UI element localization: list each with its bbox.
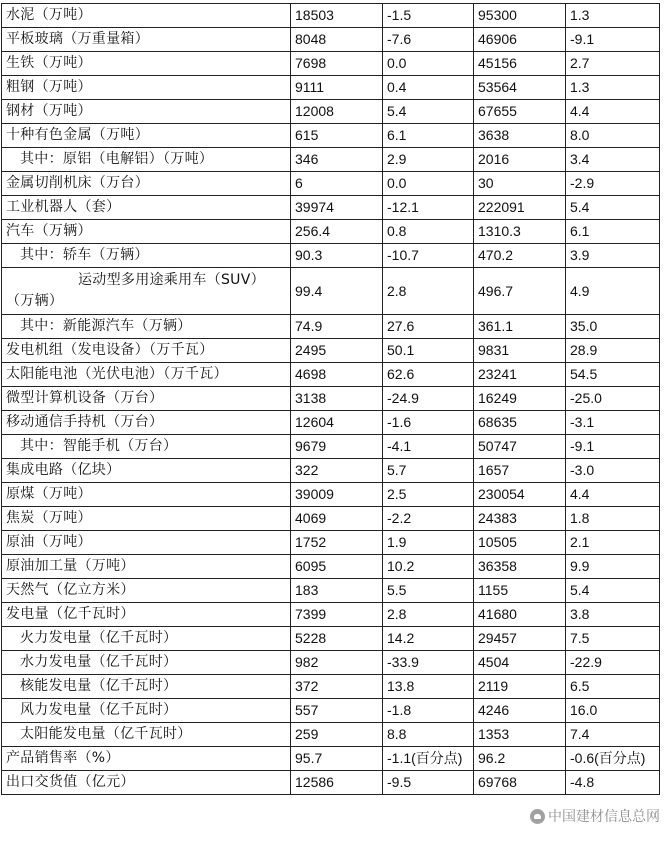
monthly-output-cell: 9679: [291, 435, 383, 459]
product-name-cell: 太阳能发电量（亿千瓦时）: [2, 723, 291, 747]
cumulative-growth-cell: 1.3: [566, 4, 660, 28]
table-row: [2, 483, 660, 507]
table-row: [2, 651, 660, 675]
cumulative-output-cell: 1310.3: [474, 220, 566, 244]
monthly-growth-cell: 2.5: [383, 483, 474, 507]
cumulative-growth-cell: 9.9: [566, 555, 660, 579]
monthly-growth-cell: 1.9: [383, 531, 474, 555]
cumulative-growth-cell: 1.3: [566, 76, 660, 100]
monthly-output-cell: 615: [291, 124, 383, 148]
table-row: [2, 579, 660, 603]
cumulative-output-cell: 470.2: [474, 244, 566, 268]
watermark-text: 中国建材信息总网: [548, 809, 660, 825]
cumulative-output-cell: 69768: [474, 771, 566, 795]
cumulative-output-cell: 29457: [474, 627, 566, 651]
cumulative-output-cell: 361.1: [474, 315, 566, 339]
monthly-output-cell: 7399: [291, 603, 383, 627]
cumulative-growth-cell: -3.1: [566, 411, 660, 435]
monthly-output-cell: 5228: [291, 627, 383, 651]
table-row: [2, 148, 660, 172]
cumulative-output-cell: 53564: [474, 76, 566, 100]
monthly-output-cell: 7698: [291, 52, 383, 76]
cumulative-growth-cell: -0.6(百分点): [566, 747, 660, 771]
monthly-output-cell: 322: [291, 459, 383, 483]
monthly-output-cell: 12008: [291, 100, 383, 124]
monthly-output-cell: 9111: [291, 76, 383, 100]
product-name-cell: 太阳能电池（光伏电池）（万千瓦）: [2, 363, 291, 387]
monthly-growth-cell: 6.1: [383, 124, 474, 148]
monthly-output-cell: 3138: [291, 387, 383, 411]
table-row: [2, 507, 660, 531]
monthly-output-cell: 12586: [291, 771, 383, 795]
product-name-cell: 原油（万吨）: [2, 531, 291, 555]
product-name-cell: 十种有色金属（万吨）: [2, 124, 291, 148]
cumulative-growth-cell: 6.1: [566, 220, 660, 244]
cumulative-output-cell: 9831: [474, 339, 566, 363]
cumulative-output-cell: 24383: [474, 507, 566, 531]
table-row: [2, 172, 660, 196]
product-name-cell: 发电机组（发电设备）（万千瓦）: [2, 339, 291, 363]
cumulative-output-cell: 4246: [474, 699, 566, 723]
cumulative-output-cell: 1155: [474, 579, 566, 603]
product-name-cell: 汽车（万辆）: [2, 220, 291, 244]
table-row: [2, 124, 660, 148]
table-row: [2, 603, 660, 627]
source-watermark: [530, 806, 660, 826]
monthly-output-cell: 8048: [291, 28, 383, 52]
product-name-cell: 发电量（亿千瓦时）: [2, 603, 291, 627]
cumulative-output-cell: 36358: [474, 555, 566, 579]
cumulative-growth-cell: 16.0: [566, 699, 660, 723]
table-row: [2, 220, 660, 244]
monthly-output-cell: 6095: [291, 555, 383, 579]
cumulative-growth-cell: -3.0: [566, 459, 660, 483]
product-name-cell: 原油加工量（万吨）: [2, 555, 291, 579]
cumulative-growth-cell: 35.0: [566, 315, 660, 339]
product-name-cell: 移动通信手持机（万台）: [2, 411, 291, 435]
cumulative-output-cell: 30: [474, 172, 566, 196]
monthly-growth-cell: 50.1: [383, 339, 474, 363]
product-name-cell: 原煤（万吨）: [2, 483, 291, 507]
cumulative-growth-cell: 7.5: [566, 627, 660, 651]
table-row: [2, 52, 660, 76]
monthly-growth-cell: -7.6: [383, 28, 474, 52]
product-name-cell: 产品销售率（%）: [2, 747, 291, 771]
cumulative-output-cell: 95300: [474, 4, 566, 28]
monthly-growth-cell: -1.6: [383, 411, 474, 435]
monthly-growth-cell: -1.8: [383, 699, 474, 723]
cumulative-growth-cell: 5.4: [566, 579, 660, 603]
cumulative-growth-cell: 4.4: [566, 100, 660, 124]
cumulative-output-cell: 4504: [474, 651, 566, 675]
cumulative-output-cell: 68635: [474, 411, 566, 435]
table-row: [2, 675, 660, 699]
monthly-growth-cell: 2.8: [383, 268, 474, 315]
cumulative-output-cell: 1353: [474, 723, 566, 747]
monthly-growth-cell: -33.9: [383, 651, 474, 675]
cumulative-growth-cell: -4.8: [566, 771, 660, 795]
product-name-cell: 钢材（万吨）: [2, 100, 291, 124]
table-row: [2, 435, 660, 459]
monthly-output-cell: 74.9: [291, 315, 383, 339]
monthly-output-cell: 18503: [291, 4, 383, 28]
table-row: [2, 4, 660, 28]
cumulative-output-cell: 96.2: [474, 747, 566, 771]
cumulative-growth-cell: 2.7: [566, 52, 660, 76]
cumulative-growth-cell: -2.9: [566, 172, 660, 196]
table-row: [2, 363, 660, 387]
cumulative-growth-cell: -25.0: [566, 387, 660, 411]
monthly-growth-cell: 27.6: [383, 315, 474, 339]
table-row: [2, 339, 660, 363]
monthly-output-cell: 1752: [291, 531, 383, 555]
cumulative-growth-cell: 54.5: [566, 363, 660, 387]
product-name-cell: 其中：原铝（电解铝）（万吨）: [2, 148, 291, 172]
product-name-cell: 火力发电量（亿千瓦时）: [2, 627, 291, 651]
cumulative-output-cell: 67655: [474, 100, 566, 124]
monthly-growth-cell: -9.5: [383, 771, 474, 795]
monthly-growth-cell: 2.9: [383, 148, 474, 172]
monthly-growth-cell: 0.0: [383, 172, 474, 196]
monthly-growth-cell: -2.2: [383, 507, 474, 531]
monthly-output-cell: 259: [291, 723, 383, 747]
table-row: [2, 268, 660, 315]
product-name-cell: 工业机器人（套）: [2, 196, 291, 220]
cumulative-growth-cell: -22.9: [566, 651, 660, 675]
monthly-growth-cell: 5.7: [383, 459, 474, 483]
monthly-growth-cell: 0.8: [383, 220, 474, 244]
table-row: [2, 244, 660, 268]
product-name-cell: 生铁（万吨）: [2, 52, 291, 76]
cumulative-growth-cell: 3.4: [566, 148, 660, 172]
table-row: [2, 196, 660, 220]
cumulative-growth-cell: -9.1: [566, 28, 660, 52]
product-name-cell: 粗钢（万吨）: [2, 76, 291, 100]
monthly-growth-cell: 0.4: [383, 76, 474, 100]
table-row: [2, 531, 660, 555]
cumulative-growth-cell: 3.9: [566, 244, 660, 268]
monthly-output-cell: 6: [291, 172, 383, 196]
cumulative-output-cell: 23241: [474, 363, 566, 387]
monthly-growth-cell: 10.2: [383, 555, 474, 579]
monthly-output-cell: 4698: [291, 363, 383, 387]
monthly-output-cell: 557: [291, 699, 383, 723]
product-name-cell: 其中：新能源汽车（万辆）: [2, 315, 291, 339]
product-unit-line: （万辆）: [6, 293, 64, 309]
cumulative-output-cell: 2016: [474, 148, 566, 172]
monthly-output-cell: 256.4: [291, 220, 383, 244]
table-row: [2, 747, 660, 771]
table-row: [2, 699, 660, 723]
product-name-cell: 金属切削机床（万台）: [2, 172, 291, 196]
cumulative-output-cell: 1657: [474, 459, 566, 483]
industrial-output-table: [1, 3, 660, 795]
table-row: [2, 723, 660, 747]
monthly-output-cell: 346: [291, 148, 383, 172]
table-row: [2, 76, 660, 100]
product-name-line: 运动型多用途乘用车（SUV）: [78, 272, 265, 288]
monthly-output-cell: 99.4: [291, 268, 383, 315]
cumulative-growth-cell: 5.4: [566, 196, 660, 220]
cumulative-growth-cell: -9.1: [566, 435, 660, 459]
cumulative-growth-cell: 8.0: [566, 124, 660, 148]
product-name-cell: 水力发电量（亿千瓦时）: [2, 651, 291, 675]
monthly-growth-cell: 0.0: [383, 52, 474, 76]
monthly-growth-cell: 8.8: [383, 723, 474, 747]
monthly-growth-cell: -10.7: [383, 244, 474, 268]
product-name-cell: 其中：轿车（万辆）: [2, 244, 291, 268]
cumulative-output-cell: 46906: [474, 28, 566, 52]
cumulative-growth-cell: 28.9: [566, 339, 660, 363]
monthly-growth-cell: -1.1(百分点): [383, 747, 474, 771]
cumulative-output-cell: 41680: [474, 603, 566, 627]
cumulative-growth-cell: 1.8: [566, 507, 660, 531]
monthly-growth-cell: 14.2: [383, 627, 474, 651]
monthly-growth-cell: 5.4: [383, 100, 474, 124]
cumulative-growth-cell: 2.1: [566, 531, 660, 555]
product-name-cell: 水泥（万吨）: [2, 4, 291, 28]
table-row: [2, 771, 660, 795]
monthly-growth-cell: 13.8: [383, 675, 474, 699]
product-name-cell: 微型计算机设备（万台）: [2, 387, 291, 411]
cumulative-output-cell: 230054: [474, 483, 566, 507]
monthly-growth-cell: 62.6: [383, 363, 474, 387]
product-name-cell: 天然气（亿立方米）: [2, 579, 291, 603]
cumulative-output-cell: 2119: [474, 675, 566, 699]
monthly-growth-cell: -1.5: [383, 4, 474, 28]
monthly-output-cell: 12604: [291, 411, 383, 435]
product-name-cell: 其中：智能手机（万台）: [2, 435, 291, 459]
monthly-growth-cell: -12.1: [383, 196, 474, 220]
table-row: [2, 387, 660, 411]
table-row: [2, 315, 660, 339]
cumulative-output-cell: 496.7: [474, 268, 566, 315]
table-row: [2, 411, 660, 435]
monthly-growth-cell: -24.9: [383, 387, 474, 411]
table-row: [2, 28, 660, 52]
product-name-cell: 核能发电量（亿千瓦时）: [2, 675, 291, 699]
monthly-output-cell: 2495: [291, 339, 383, 363]
cumulative-growth-cell: 6.5: [566, 675, 660, 699]
monthly-output-cell: 39974: [291, 196, 383, 220]
cumulative-output-cell: 3638: [474, 124, 566, 148]
product-name-cell: [2, 268, 291, 315]
cumulative-growth-cell: 4.9: [566, 268, 660, 315]
cumulative-output-cell: 45156: [474, 52, 566, 76]
table-row: [2, 555, 660, 579]
monthly-growth-cell: -4.1: [383, 435, 474, 459]
monthly-output-cell: 183: [291, 579, 383, 603]
monthly-output-cell: 982: [291, 651, 383, 675]
cumulative-output-cell: 222091: [474, 196, 566, 220]
monthly-output-cell: 4069: [291, 507, 383, 531]
monthly-output-cell: 90.3: [291, 244, 383, 268]
product-name-cell: 焦炭（万吨）: [2, 507, 291, 531]
monthly-output-cell: 39009: [291, 483, 383, 507]
product-name-cell: 集成电路（亿块）: [2, 459, 291, 483]
cumulative-growth-cell: 4.4: [566, 483, 660, 507]
cumulative-output-cell: 10505: [474, 531, 566, 555]
table-row: [2, 100, 660, 124]
monthly-output-cell: 372: [291, 675, 383, 699]
cumulative-output-cell: 50747: [474, 435, 566, 459]
product-name-cell: 平板玻璃（万重量箱）: [2, 28, 291, 52]
monthly-growth-cell: 5.5: [383, 579, 474, 603]
table-row: [2, 459, 660, 483]
table-row: [2, 627, 660, 651]
cumulative-growth-cell: 3.8: [566, 603, 660, 627]
wechat-icon: [530, 809, 545, 824]
cumulative-growth-cell: 7.4: [566, 723, 660, 747]
product-name-cell: 出口交货值（亿元）: [2, 771, 291, 795]
product-name-cell: 风力发电量（亿千瓦时）: [2, 699, 291, 723]
monthly-output-cell: 95.7: [291, 747, 383, 771]
monthly-growth-cell: 2.8: [383, 603, 474, 627]
cumulative-output-cell: 16249: [474, 387, 566, 411]
